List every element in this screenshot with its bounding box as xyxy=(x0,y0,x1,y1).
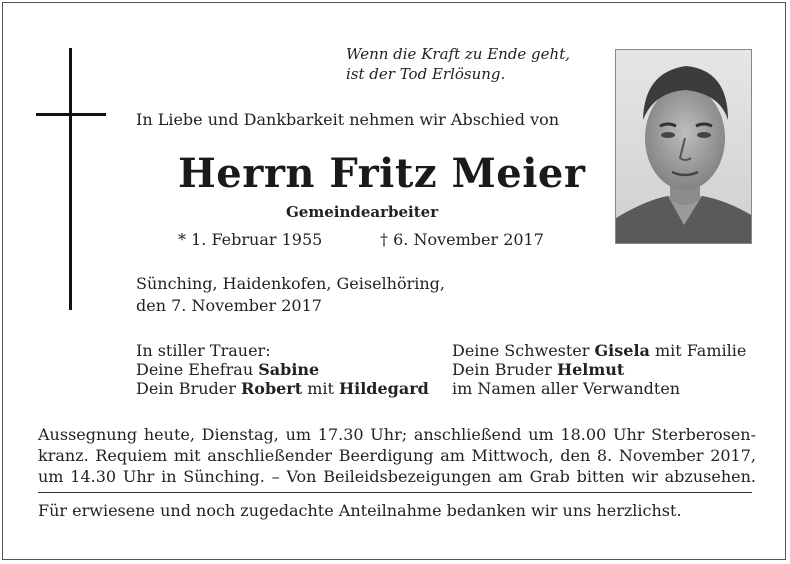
service-info xyxy=(38,424,756,487)
portrait-image xyxy=(616,50,752,244)
mourner-line: im Namen aller Verwandten xyxy=(452,379,681,398)
mourner-line: Deine Ehefrau Sabine xyxy=(136,360,320,379)
service-line: kranz. Requiem mit anschließender Beerdigung am Mittwoch, den 8. November 2017, xyxy=(38,446,756,465)
mourners-left xyxy=(136,341,429,398)
mourner-line: In stiller Trauer: xyxy=(136,341,271,360)
occupation: Gemeindearbeiter xyxy=(286,203,439,221)
birth-date: * 1. Februar 1955 xyxy=(178,230,323,249)
place-date xyxy=(136,273,445,317)
mourner-line: Dein Bruder Robert mit Hildegard xyxy=(136,379,429,398)
deceased-name: Herrn Fritz Meier xyxy=(178,150,586,197)
mourner-line: Dein Bruder Helmut xyxy=(452,360,625,379)
place-line: Sünching, Haidenkofen, Geiselhöring, xyxy=(136,274,445,293)
service-line: um 14.30 Uhr in Sünching. – Von Beileidsbezeigungen am Grab bitten wir abzusehen. xyxy=(38,467,756,486)
divider xyxy=(38,492,752,493)
intro-text: In Liebe und Dankbarkeit nehmen wir Abschied von xyxy=(136,110,560,129)
mourners-right xyxy=(452,341,746,398)
date-line: den 7. November 2017 xyxy=(136,296,322,315)
portrait-photo xyxy=(615,49,752,244)
death-date: † 6. November 2017 xyxy=(380,230,544,249)
thanks-text: Für erwiesene und noch zugedachte Anteilnahme bedanken wir uns herzlichst. xyxy=(38,501,682,520)
mourner-line: Deine Schwester Gisela mit Familie xyxy=(452,341,747,360)
service-line: Aussegnung heute, Dienstag, um 17.30 Uhr; anschließend um 18.00 Uhr Sterberosen- xyxy=(38,425,756,444)
motto-line: Wenn die Kraft zu Ende geht, xyxy=(346,45,570,63)
motto-line: ist der Tod Erlösung. xyxy=(346,65,506,83)
motto xyxy=(346,44,570,84)
